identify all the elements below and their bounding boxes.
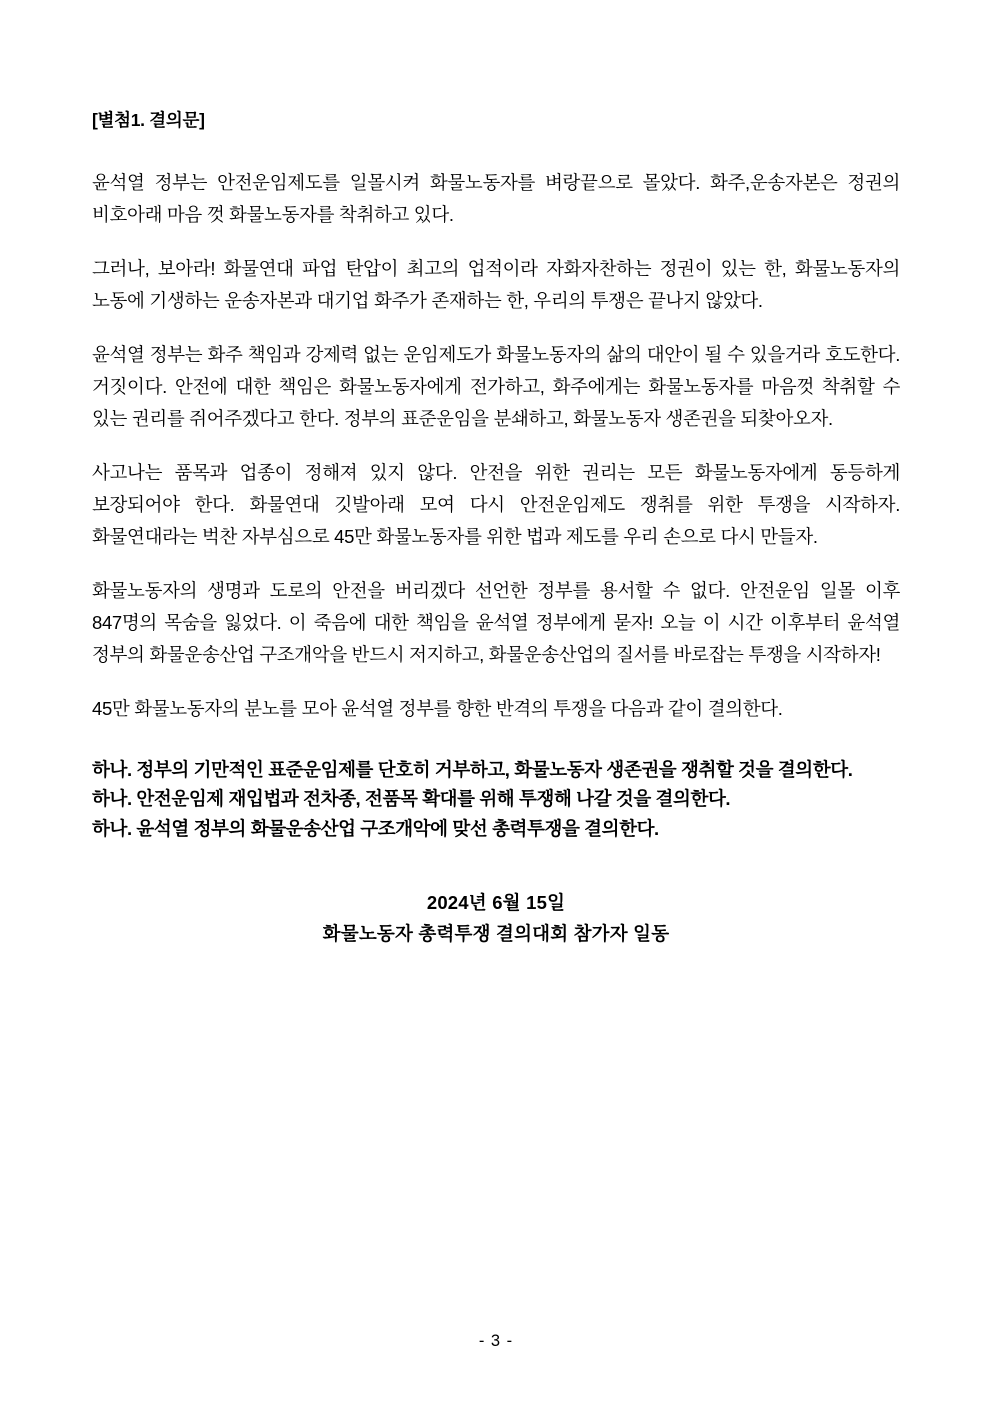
body-paragraph-2: 그러나, 보아라! 화물연대 파업 탄압이 최고의 업적이라 자화자찬하는 정권이 있는 한, 화물노동자의 노동에 기생하는 운송자본과 대기업 화주가 존재하는 한, 우리의 투쟁은 끝나지 않았다. [92,257,900,311]
resolution-item-3: 하나. 윤석열 정부의 화물운송산업 구조개악에 맞선 총력투쟁을 결의한다. [92,818,659,840]
page-number: - 3 - [478,1332,514,1350]
body-paragraph-3: 윤석열 정부는 화주 책임과 강제력 없는 운임제도가 화물노동자의 삶의 대안이 될 수 있을거라 호도한다. 거짓이다. 안전에 대한 책임은 화물노동자에게 전가하고, 화주에게는 화물노동자를 마음껏 착취할 수 있는 권리를 쥐어주겠다고 한다. 정부의 표준운임을 분쇄하고, 화물노동자 생존권을 되찾아오자. [92,343,900,429]
body-paragraph-1: 윤석열 정부는 안전운임제도를 일몰시켜 화물노동자를 벼랑끝으로 몰았다. 화주,운송자본은 정권의 비호아래 마음 껏 화물노동자를 착취하고 있다. [92,171,900,225]
page-title: [별첨1. 결의문] [92,110,205,130]
body-paragraph-5: 화물노동자의 생명과 도로의 안전을 버리겠다 선언한 정부를 용서할 수 없다. 안전운임 일몰 이후 847명의 목숨을 잃었다. 이 죽음에 대한 책임을 윤석열 정부에게 묻자! 오늘 이 시간 이후부터 윤석열 정부의 화물운송산업 구조개악을 반드시 저지하고, 화물운송산업의 질서를 바로잡는 투쟁을 시작하자! [92,579,900,665]
body-paragraph-4: 사고나는 품목과 업종이 정해져 있지 않다. 안전을 위한 권리는 모든 화물노동자에게 동등하게 보장되어야 한다. 화물연대 깃발아래 모여 다시 안전운임제도 쟁취를 위한 투쟁을 시작하자. 화물연대라는 벅찬 자부심으로 45만 화물노동자를 위한 법과 제도를 우리 손으로 다시 만들자. [92,461,900,547]
resolution-item-2: 하나. 안전운임제 재입법과 전차종, 전품목 확대를 위해 투쟁해 나갈 것을 결의한다. [92,788,731,810]
resolution-list [92,755,900,845]
resolution-item-1: 하나. 정부의 기만적인 표준운임제를 단호히 거부하고, 화물노동자 생존권을 쟁취할 것을 결의한다. [92,758,853,780]
signature-block [92,888,900,949]
signature-date: 2024년 6월 15일 [426,892,566,914]
body-paragraph-6: 45만 화물노동자의 분노를 모아 윤석열 정부를 향한 반격의 투쟁을 다음과 같이 결의한다. [92,697,783,719]
signature-organization: 화물노동자 총력투쟁 결의대회 참가자 일동 [322,922,670,944]
